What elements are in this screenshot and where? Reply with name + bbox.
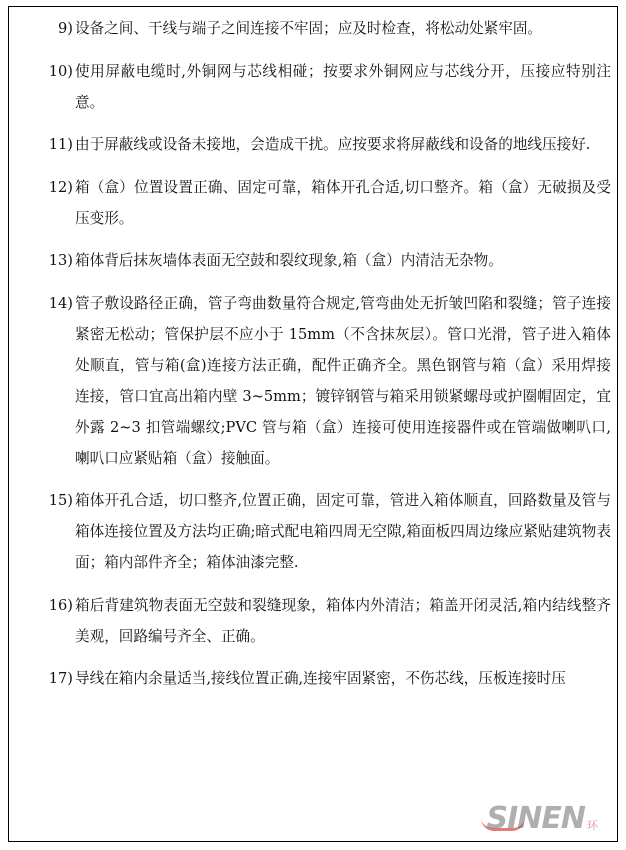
list-item xyxy=(9,288,617,474)
item-text: 管子敷设路径正确，管子弯曲数量符合规定,管弯曲处无折皱凹陷和裂缝；管子连接紧密无松动；管保护层不应小于 15mm（不含抹灰层）。管口光滑，管子进入箱体处顺直，管与箱(盒)连接方法正确，配件正确齐全。黑色钢管与箱（盒）采用焊接连接，管口宜高出箱内壁 3~5mm；镀锌钢管与箱采用锁紧螺母或护圈帽固定，宜外露 2~3 扣管端螺纹;PVC 管与箱（盒）连接可使用连接器件或在管端做喇叭口,喇叭口应紧贴箱（盒）接触面。 xyxy=(75,294,611,467)
item-number: 16) xyxy=(48,596,73,614)
list-item xyxy=(9,663,617,694)
item-number: 14) xyxy=(48,294,73,312)
item-number: 9) xyxy=(58,20,73,37)
watermark-sub: 环 xyxy=(587,819,597,832)
list-item xyxy=(9,129,617,160)
item-number: 12) xyxy=(48,178,73,196)
document-page xyxy=(8,6,618,842)
item-text: 箱体开孔合适，切口整齐,位置正确，固定可靠，管进入箱体顺直，回路数量及管与箱体连接位置及方法均正确;暗式配电箱四周无空隙,箱面板四周边缘应紧贴建筑物表面；箱内部件齐全；箱体油漆完整. xyxy=(75,492,611,571)
watermark-text: SINEN xyxy=(486,800,585,836)
item-number: 10) xyxy=(48,62,73,80)
item-text: 设备之间、干线与端子之间连接不牢固；应及时检查，将松动处紧牢固。 xyxy=(75,20,543,37)
watermark-logo xyxy=(486,800,597,836)
item-number: 15) xyxy=(48,492,73,509)
item-text: 箱体背后抹灰墙体表面无空鼓和裂纹现象,箱（盒）内清洁无杂物。 xyxy=(75,252,503,269)
item-number: 13) xyxy=(48,252,73,269)
item-text: 箱后背建筑物表面无空鼓和裂缝现象，箱体内外清洁；箱盖开闭灵活,箱内结线整齐美观，回路编号齐全、正确。 xyxy=(75,596,611,645)
list-item xyxy=(9,590,617,652)
swoosh-icon xyxy=(481,818,525,831)
item-text: 使用屏蔽电缆时,外铜网与芯线相碰；按要求外铜网应与芯线分开，压接应特别注意。 xyxy=(75,62,611,111)
list-item xyxy=(9,56,617,118)
list-item xyxy=(9,485,617,578)
item-number: 17) xyxy=(48,670,73,687)
item-text: 导线在箱内余量适当,接线位置正确,连接牢固紧密，不伤芯线，压板连接时压 xyxy=(75,670,566,687)
item-text: 由于屏蔽线或设备未接地，会造成干扰。应按要求将屏蔽线和设备的地线压接好. xyxy=(75,136,591,153)
list-item xyxy=(9,245,617,276)
item-number: 11) xyxy=(48,136,73,153)
list-item xyxy=(9,172,617,234)
item-text: 箱（盒）位置设置正确、固定可靠，箱体开孔合适,切口整齐。箱（盒）无破损及受压变形。 xyxy=(75,178,611,227)
item-list xyxy=(9,13,617,706)
list-item xyxy=(9,13,617,44)
